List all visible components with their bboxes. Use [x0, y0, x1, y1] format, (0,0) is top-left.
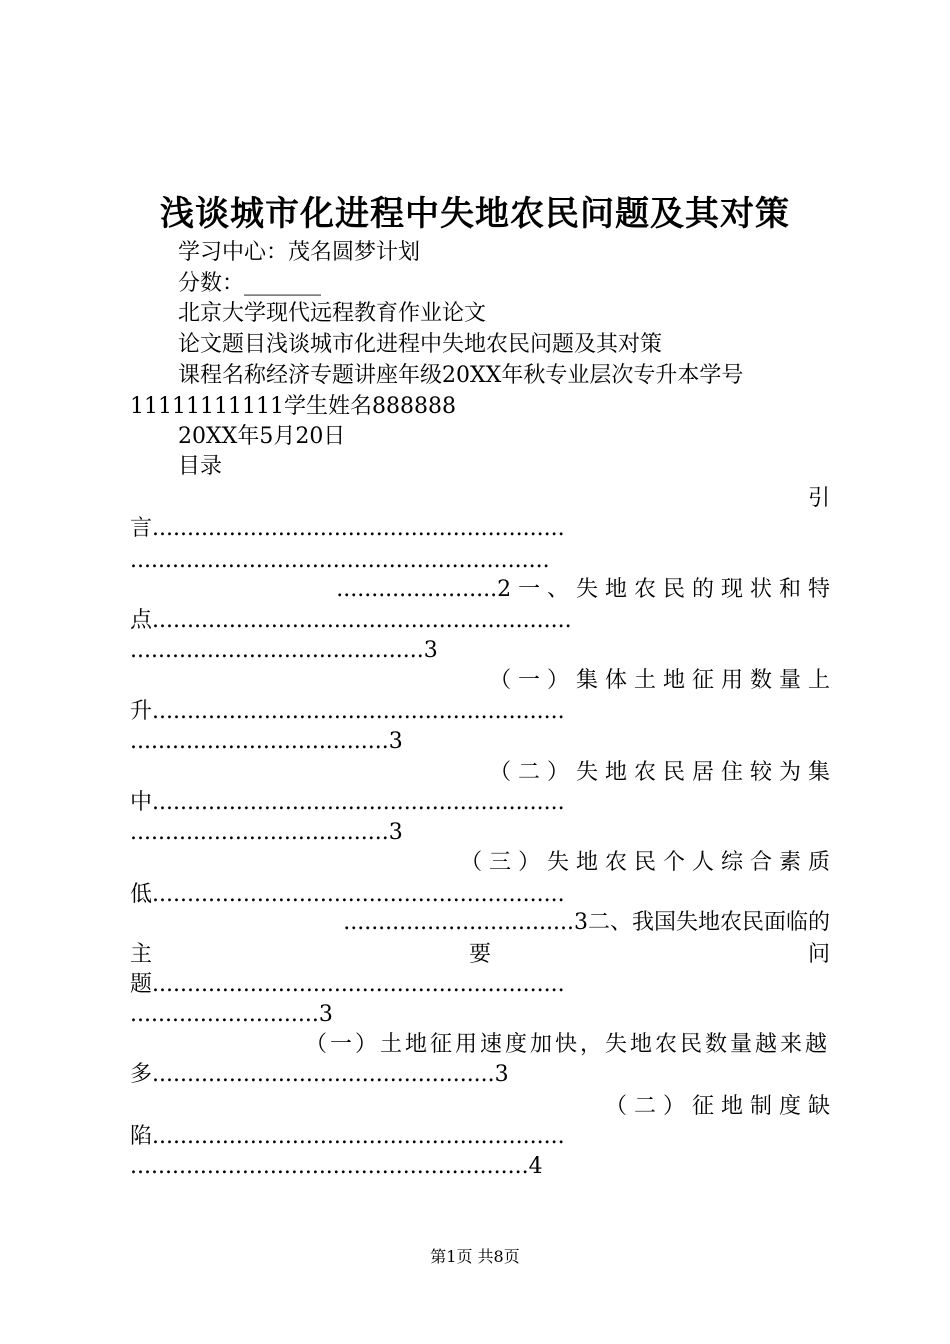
score-field: 分数：_______ [178, 271, 322, 296]
toc-line: ............................................................ [130, 548, 550, 573]
toc-line: 引 [807, 486, 830, 511]
toc-line: （一）土地征用速度加快，失地农民数量越来越 [304, 1032, 830, 1057]
page-footer: 第1页 共8页 [430, 1247, 520, 1266]
toc-word: 要 [468, 942, 491, 967]
toc-heading: 目录 [178, 454, 223, 479]
toc-line: （ 三 ） 失 地 农 民 个 人 综 合 素 质 [460, 850, 830, 875]
toc-line [130, 940, 830, 970]
course-info-line-1: 课程名称经济专题讲座年级20XX年秋专业层次专升本学号 [178, 363, 744, 388]
thesis-title-line: 论文题目浅谈城市化进程中失地农民问题及其对策 [178, 332, 663, 357]
toc-line: 陷........................................................... [130, 1124, 565, 1149]
document-title: 浅谈城市化进程中失地农民问题及其对策 [160, 194, 790, 234]
toc-line: ..........................................3 [130, 638, 438, 663]
toc-line: .........................................................4 [130, 1154, 543, 1179]
course-info-line-2: 11111111111学生姓名888888 [130, 394, 456, 419]
study-center: 学习中心：茂名圆梦计划 [178, 240, 421, 265]
toc-line: 中........................................................... [130, 790, 565, 815]
toc-line: （ 二 ） 失 地 农 民 居 住 较 为 集 [489, 760, 830, 785]
toc-line: 题........................................................... [130, 972, 565, 997]
toc-line: .....................................3 [130, 729, 403, 754]
date-line: 20XX年5月20日 [178, 424, 346, 449]
toc-line: 言........................................................... [130, 516, 565, 541]
university-line: 北京大学现代远程教育作业论文 [178, 301, 487, 326]
toc-line: 升........................................................... [130, 699, 565, 724]
toc-line: 点............................................................ [130, 608, 572, 633]
toc-line: .......................2 一 、 失 地 农 民 的 现 状 和 特 [336, 577, 830, 602]
toc-line: （ 一 ） 集 体 土 地 征 用 数 量 上 [489, 668, 830, 693]
toc-line: 多.................................................3 [130, 1062, 509, 1087]
toc-word: 问 [807, 942, 830, 967]
toc-line: .................................3二、我国失地农民面临的 [343, 910, 830, 935]
toc-line: ...........................3 [130, 1002, 333, 1027]
toc-line: .....................................3 [130, 820, 403, 845]
toc-line: （ 二 ） 征 地 制 度 缺 [605, 1094, 830, 1119]
toc-line: 低........................................................... [130, 882, 565, 907]
toc-word: 主 [130, 942, 153, 967]
